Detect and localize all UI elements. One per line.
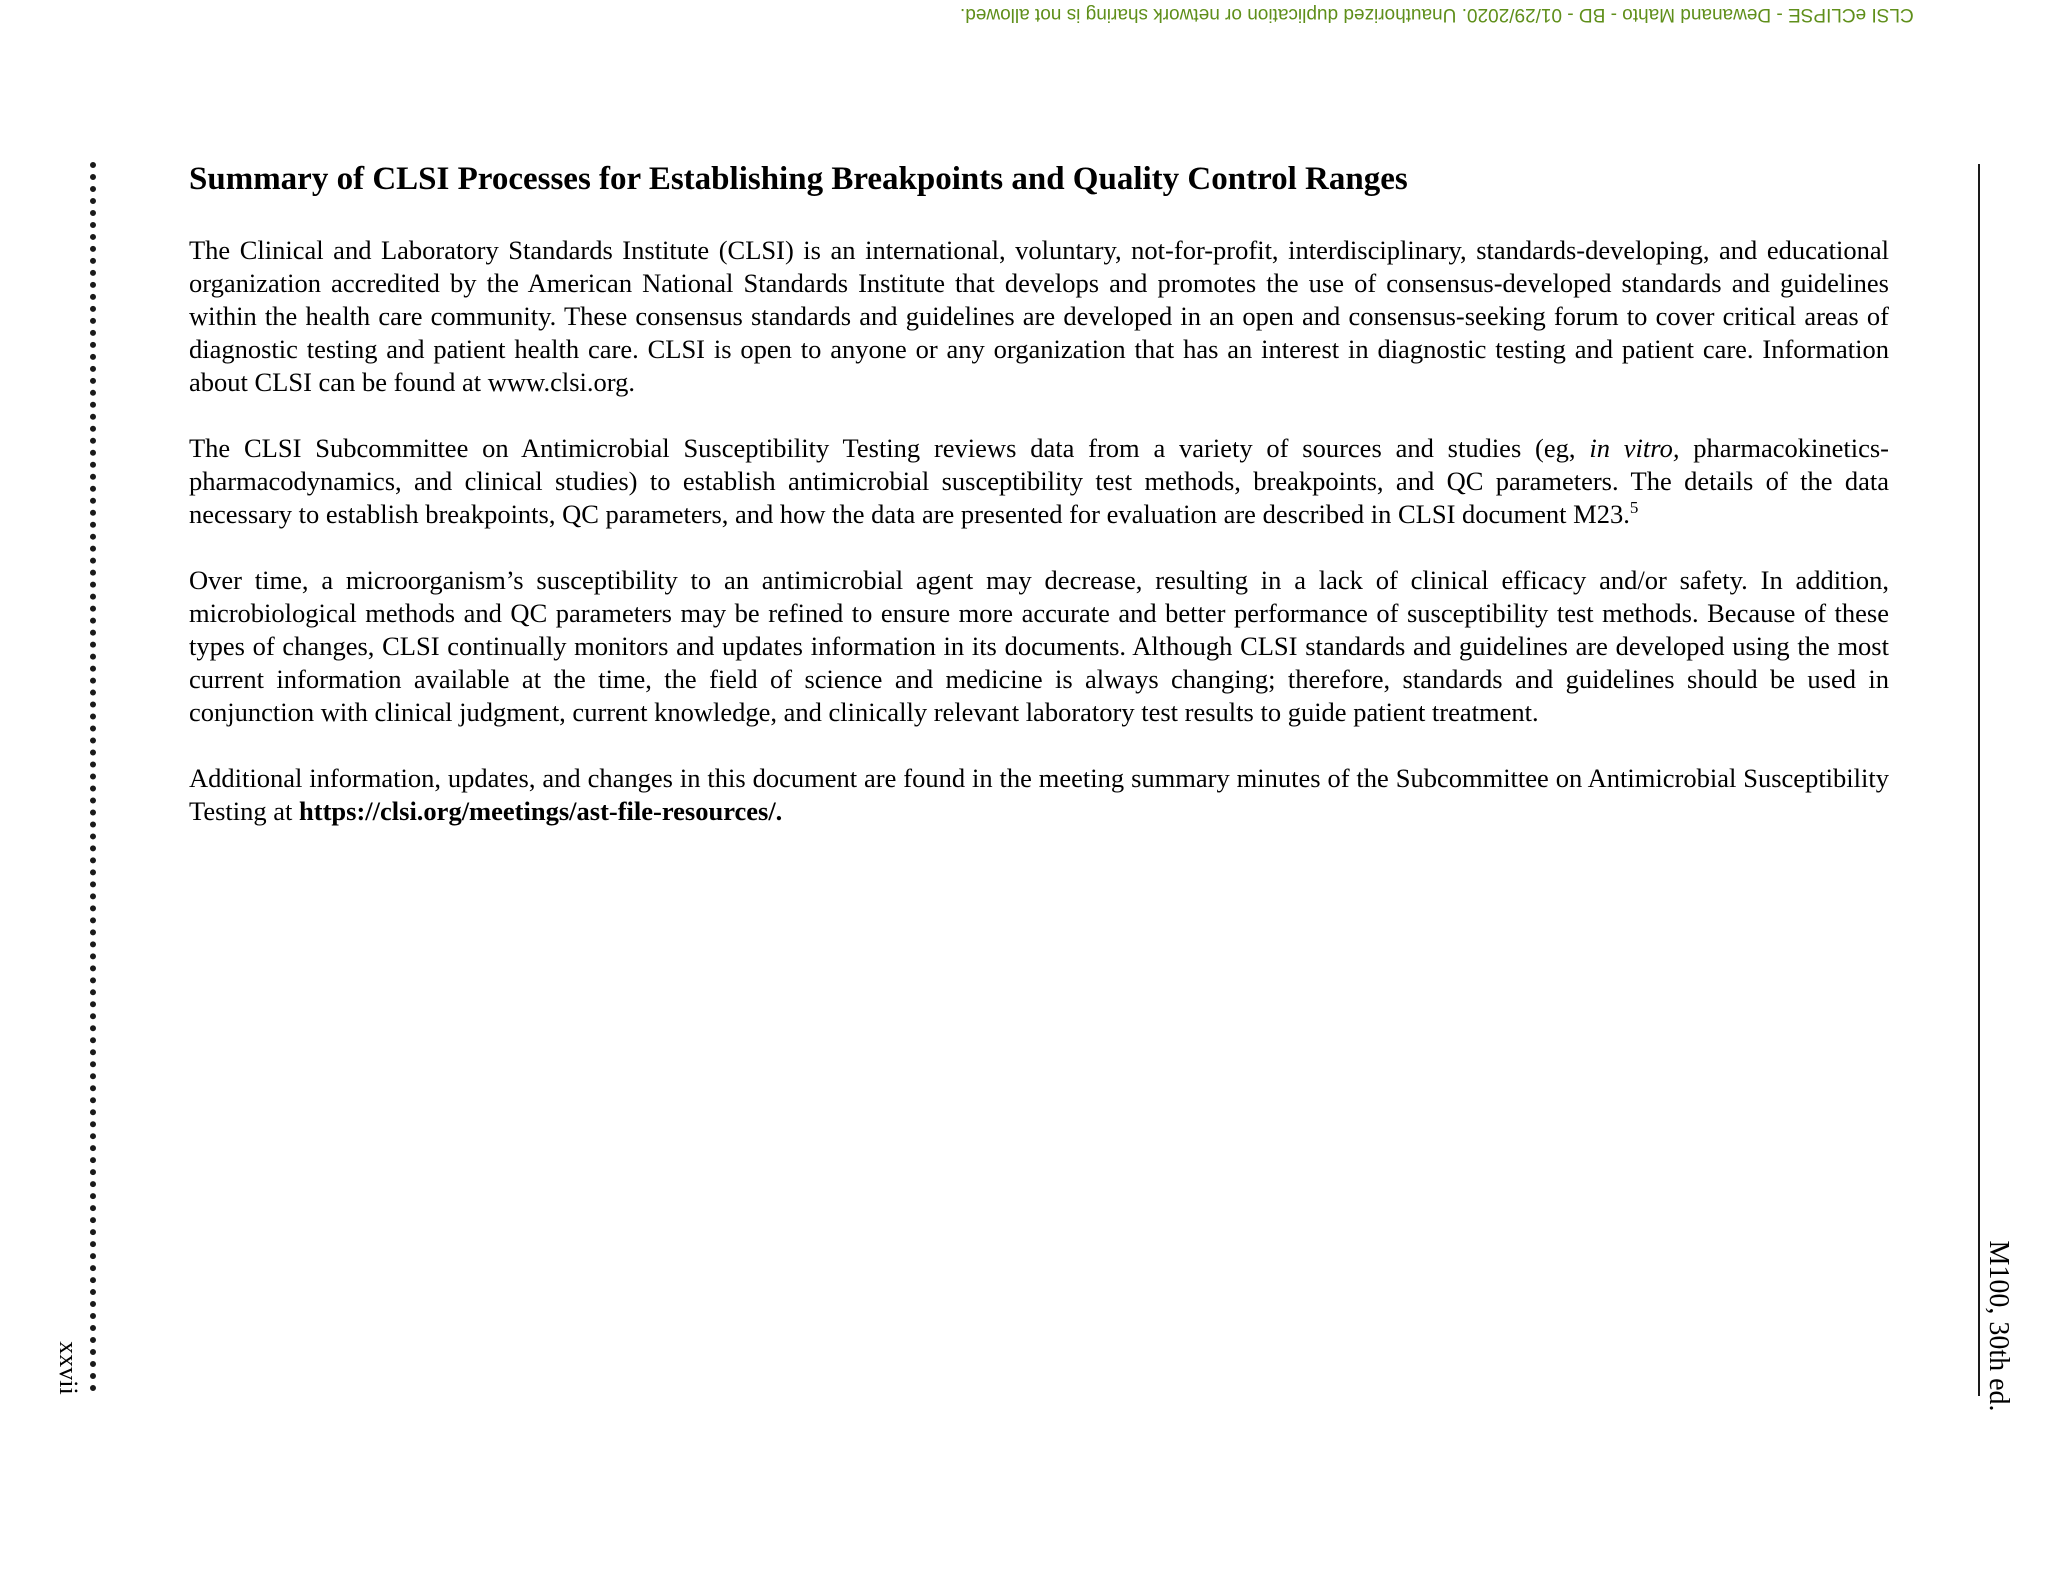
italic-in-vitro: in vitro, bbox=[1589, 433, 1680, 463]
paragraph-additional-info bbox=[189, 762, 1889, 828]
paragraph-subcommittee-text-start: The CLSI Subcommittee on Antimicrobial Susceptibility Testing reviews data from a variety of sources and studies (eg, bbox=[189, 433, 1590, 463]
right-margin-rule bbox=[1978, 164, 1980, 1396]
paragraph-over-time: Over time, a microorganism’s susceptibility to an antimicrobial agent may decrease, resulting in a lack of clinical efficacy and/or safety. In addition, microbiological methods and QC parameters may be refined to ensure more accurate and better performance of susceptibility test methods. Because of these types of changes, CLSI continually monitors and updates information in its documents. Although CLSI standards and guidelines are developed using the most current information available at the time, the field of science and medicine is always changing; therefore, standards and guidelines should be used in conjunction with clinical judgment, current knowledge, and clinically relevant laboratory test results to guide patient treatment. bbox=[189, 565, 1889, 727]
ast-resources-link[interactable]: https://clsi.org/meetings/ast-file-resources/. bbox=[299, 796, 783, 826]
paragraph-subcommittee-text-end: pharmacokinetics-pharmacodynamics, and clinical studies) to establish antimicrobial susceptibility test methods, breakpoints, and QC parameters. The details of the data necessary to establish breakpoints, QC parameters, and how the data are presented for evaluation are described in CLSI document M23. bbox=[189, 433, 1889, 529]
page-title: Summary of CLSI Processes for Establishing Breakpoints and Quality Control Ranges bbox=[189, 161, 1408, 197]
watermark-text: CLSI eCLIPSE - Dewanand Mahto - BD - 01/29/2020. Unauthorized duplication or network sharing is not allowed. bbox=[960, 4, 1914, 25]
paragraph-additional-info-text: Additional information, updates, and changes in this document are found in the meeting summary minutes of the Subcommittee on Antimicrobial Susceptibility Testing at bbox=[189, 763, 1889, 826]
left-dotted-rule bbox=[90, 162, 102, 1392]
edition-label: M100, 30th ed. bbox=[1983, 1240, 2014, 1412]
reference-superscript: 5 bbox=[1629, 498, 1639, 518]
paragraph-about-clsi: The Clinical and Laboratory Standards Institute (CLSI) is an international, voluntary, not-for-profit, interdisciplinary, standards-developing, and educational organization accredited by the American National Standards Institute that develops and promotes the use of consensus-developed standards and guidelines within the health care community. These consensus standards and guidelines are developed in an open and consensus-seeking forum to cover critical areas of diagnostic testing and patient health care. CLSI is open to anyone or any organization that has an interest in diagnostic testing and patient care. Information about CLSI can be found at www.clsi.org. bbox=[189, 235, 1889, 397]
page-number: xxvii bbox=[54, 1341, 83, 1395]
main-content bbox=[189, 158, 1889, 861]
paragraph-subcommittee bbox=[189, 432, 1889, 531]
